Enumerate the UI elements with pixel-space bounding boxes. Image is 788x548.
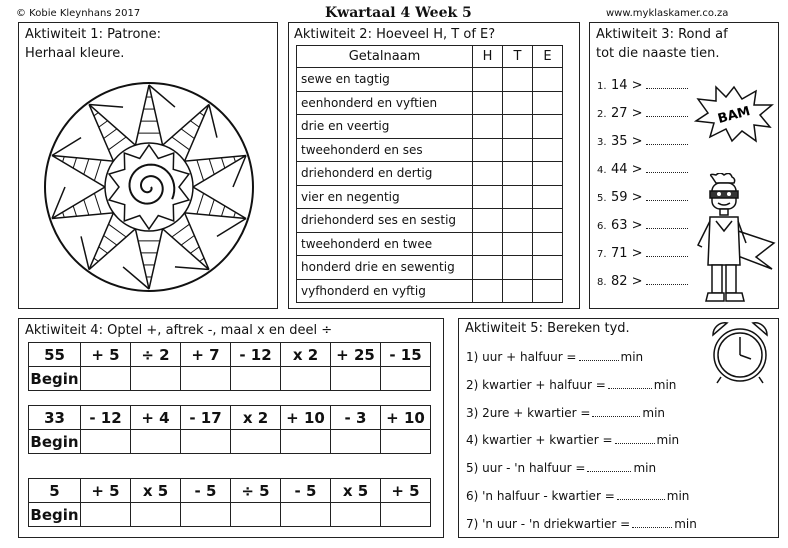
unit-label: min — [653, 377, 677, 392]
answer-line[interactable] — [646, 85, 688, 89]
answer-line[interactable] — [579, 357, 619, 361]
item-value: 63 > — [611, 218, 643, 233]
activity-1-title-line2: Herhaal kleure. — [25, 46, 125, 61]
operation-cell: - 12 — [81, 406, 131, 430]
answer-cell-h[interactable] — [473, 185, 503, 209]
copyright-text: © Kobie Kleynhans 2017 — [16, 8, 141, 19]
operation-cell: + 4 — [131, 406, 181, 430]
activity-3-title-line1: Aktiwiteit 3: Rond af — [596, 27, 728, 42]
table-row — [29, 479, 431, 503]
list-item — [466, 346, 697, 374]
answer-line[interactable] — [632, 524, 672, 528]
item-number: 8. — [597, 277, 607, 288]
operation-cell: + 5 — [381, 479, 431, 503]
question-text: 3) 2ure + kwartier = — [466, 405, 591, 420]
start-number-cell: 33 — [29, 406, 81, 430]
answer-cell-h[interactable] — [473, 279, 503, 303]
col-header-t: T — [503, 46, 533, 68]
answer-cell-e[interactable] — [533, 68, 563, 92]
list-item — [466, 429, 697, 457]
activity-2-title: Aktiwiteit 2: Hoeveel H, T of E? — [294, 27, 496, 42]
table-row — [29, 503, 431, 527]
number-name-cell: vier en negentig — [297, 185, 473, 209]
activity-4-title: Aktiwiteit 4: Optel +, aftrek -, maal x en deel ÷ — [25, 323, 333, 338]
question-text: 1) uur + halfuur = — [466, 350, 577, 364]
answer-cell-h[interactable] — [473, 256, 503, 280]
item-number: 5. — [597, 193, 607, 204]
table-row — [297, 232, 563, 256]
answer-cell[interactable] — [131, 503, 181, 527]
answer-cell[interactable] — [331, 430, 381, 454]
operation-table — [28, 342, 431, 391]
list-item — [597, 184, 688, 212]
table-row — [297, 115, 563, 139]
number-name-cell: driehonderd ses en sestig — [297, 209, 473, 233]
answer-cell[interactable] — [381, 367, 431, 391]
item-value: 59 > — [611, 190, 643, 205]
answer-line[interactable] — [646, 141, 688, 145]
operation-cell: x 5 — [131, 479, 181, 503]
question-text: 6) 'n halfuur - kwartier = — [466, 488, 615, 503]
answer-cell-e[interactable] — [533, 162, 563, 186]
worksheet-title: Kwartaal 4 Week 5 — [325, 5, 472, 21]
answer-cell-e[interactable] — [533, 279, 563, 303]
col-header-h: H — [473, 46, 503, 68]
list-item — [466, 457, 697, 485]
item-value: 14 > — [611, 78, 643, 93]
item-value: 71 > — [611, 246, 643, 261]
list-item — [466, 485, 697, 513]
item-value: 44 > — [611, 162, 643, 177]
answer-cell[interactable] — [231, 367, 281, 391]
table-row — [297, 138, 563, 162]
answer-cell-t[interactable] — [503, 115, 533, 139]
list-item — [597, 212, 688, 240]
operation-cell: + 5 — [81, 479, 131, 503]
answer-line[interactable] — [646, 197, 688, 201]
superhero-icon — [686, 173, 778, 307]
mandala-pattern — [41, 79, 257, 295]
answer-line[interactable] — [592, 413, 640, 417]
begin-label: Begin — [29, 503, 81, 527]
answer-cell[interactable] — [131, 430, 181, 454]
activity-3-title — [596, 25, 728, 63]
answer-cell-h[interactable] — [473, 209, 503, 233]
answer-cell-e[interactable] — [533, 209, 563, 233]
alarm-clock-icon — [707, 319, 773, 385]
question-text: 5) uur - 'n halfuur = — [466, 461, 586, 476]
answer-cell-e[interactable] — [533, 115, 563, 139]
answer-cell-t[interactable] — [503, 91, 533, 115]
operation-cell: - 15 — [381, 343, 431, 367]
activity-1-title-line1: Aktiwiteit 1: Patrone: — [25, 27, 162, 42]
operation-cell: ÷ 5 — [231, 479, 281, 503]
answer-cell[interactable] — [131, 367, 181, 391]
list-item — [466, 402, 697, 430]
list-item — [597, 72, 688, 100]
table-row — [297, 68, 563, 92]
start-number-cell: 55 — [29, 343, 81, 367]
answer-cell[interactable] — [281, 430, 331, 454]
answer-cell-h[interactable] — [473, 162, 503, 186]
activity-5-title: Aktiwiteit 5: Bereken tyd. — [465, 321, 630, 336]
answer-cell[interactable] — [81, 367, 131, 391]
answer-cell-h[interactable] — [473, 115, 503, 139]
number-name-cell: driehonderd en dertig — [297, 162, 473, 186]
answer-cell[interactable] — [281, 367, 331, 391]
time-list — [466, 346, 697, 541]
operation-cell: + 10 — [381, 406, 431, 430]
operation-cell: ÷ 2 — [131, 343, 181, 367]
bam-text: BAM — [716, 103, 752, 127]
table-row — [297, 162, 563, 186]
answer-cell[interactable] — [181, 503, 231, 527]
number-name-cell: tweehonderd en ses — [297, 138, 473, 162]
answer-cell-t[interactable] — [503, 209, 533, 233]
question-text: 7) 'n uur - 'n driekwartier = — [466, 516, 631, 531]
list-item — [597, 156, 688, 184]
table-row — [297, 256, 563, 280]
answer-cell[interactable] — [281, 503, 331, 527]
operation-cell: - 12 — [231, 343, 281, 367]
answer-cell-t[interactable] — [503, 185, 533, 209]
item-number: 6. — [597, 221, 607, 232]
list-item — [466, 513, 697, 541]
answer-cell-h[interactable] — [473, 232, 503, 256]
answer-line[interactable] — [608, 385, 652, 389]
answer-cell-e[interactable] — [533, 91, 563, 115]
table-row — [29, 343, 431, 367]
item-number: 7. — [597, 249, 607, 260]
operation-cell: x 2 — [231, 406, 281, 430]
number-name-cell: tweehonderd en twee — [297, 232, 473, 256]
answer-cell-t[interactable] — [503, 68, 533, 92]
answer-cell[interactable] — [381, 430, 431, 454]
list-item — [597, 128, 688, 156]
operation-cell: - 5 — [281, 479, 331, 503]
answer-cell-h[interactable] — [473, 68, 503, 92]
table-row — [297, 185, 563, 209]
unit-label: min — [656, 433, 680, 448]
table-row — [297, 91, 563, 115]
answer-cell-t[interactable] — [503, 279, 533, 303]
number-name-cell: honderd drie en sewentig — [297, 256, 473, 280]
question-text: 4) kwartier + kwartier = — [466, 433, 613, 448]
answer-cell-e[interactable] — [533, 232, 563, 256]
answer-line[interactable] — [646, 113, 688, 117]
answer-line[interactable] — [646, 169, 688, 173]
list-item — [597, 268, 688, 296]
operation-cell: x 2 — [281, 343, 331, 367]
answer-line[interactable] — [646, 253, 688, 257]
operation-cell: - 5 — [181, 479, 231, 503]
answer-cell[interactable] — [181, 367, 231, 391]
answer-line[interactable] — [646, 225, 688, 229]
number-name-cell: sewe en tagtig — [297, 68, 473, 92]
answer-cell[interactable] — [331, 503, 381, 527]
operation-cell: - 3 — [331, 406, 381, 430]
answer-cell[interactable] — [331, 367, 381, 391]
answer-cell[interactable] — [381, 503, 431, 527]
answer-line[interactable] — [615, 440, 655, 444]
table-row — [297, 209, 563, 233]
answer-cell[interactable] — [181, 430, 231, 454]
answer-cell-t[interactable] — [503, 138, 533, 162]
activity-1-box — [18, 22, 278, 309]
item-number: 2. — [597, 109, 607, 120]
item-number: 1. — [597, 81, 607, 92]
start-number-cell: 5 — [29, 479, 81, 503]
answer-cell-e[interactable] — [533, 185, 563, 209]
answer-line[interactable] — [646, 281, 688, 285]
list-item — [597, 240, 688, 268]
unit-label: min — [642, 405, 666, 420]
item-value: 82 > — [611, 274, 643, 289]
activity-1-title — [25, 25, 161, 63]
item-value: 27 > — [611, 106, 643, 121]
table-row — [29, 367, 431, 391]
operation-table — [28, 478, 431, 527]
answer-cell[interactable] — [81, 503, 131, 527]
activity-3-title-line2: tot die naaste tien. — [596, 46, 720, 61]
answer-cell-t[interactable] — [503, 232, 533, 256]
operation-cell: + 5 — [81, 343, 131, 367]
unit-label: min — [620, 350, 644, 364]
operation-cell: x 5 — [331, 479, 381, 503]
operation-cell: + 25 — [331, 343, 381, 367]
number-name-cell: eenhonderd en vyftien — [297, 91, 473, 115]
answer-cell-e[interactable] — [533, 138, 563, 162]
number-name-cell: vyfhonderd en vyftig — [297, 279, 473, 303]
table-row — [297, 279, 563, 303]
operation-cell: + 7 — [181, 343, 231, 367]
operation-cell: - 17 — [181, 406, 231, 430]
answer-cell-e[interactable] — [533, 256, 563, 280]
answer-cell-t[interactable] — [503, 256, 533, 280]
col-header-getalnaam: Getalnaam — [297, 46, 473, 68]
answer-line[interactable] — [587, 468, 631, 472]
answer-cell-t[interactable] — [503, 162, 533, 186]
answer-cell-h[interactable] — [473, 138, 503, 162]
unit-label: min — [674, 516, 697, 531]
begin-label: Begin — [29, 367, 81, 391]
answer-line[interactable] — [617, 496, 665, 500]
answer-cell[interactable] — [231, 503, 281, 527]
website-text: www.myklaskamer.co.za — [606, 8, 729, 19]
question-text: 2) kwartier + halfuur = — [466, 377, 606, 392]
unit-label: min — [666, 488, 690, 503]
col-header-e: E — [533, 46, 563, 68]
list-item — [597, 100, 688, 128]
bam-burst-icon — [694, 85, 774, 143]
operation-cell: + 10 — [281, 406, 331, 430]
table-row — [29, 406, 431, 430]
answer-cell[interactable] — [81, 430, 131, 454]
answer-cell-h[interactable] — [473, 91, 503, 115]
rounding-list — [597, 72, 688, 296]
answer-cell[interactable] — [231, 430, 281, 454]
item-value: 35 > — [611, 134, 643, 149]
begin-label: Begin — [29, 430, 81, 454]
number-name-cell: drie en veertig — [297, 115, 473, 139]
item-number: 4. — [597, 165, 607, 176]
item-number: 3. — [597, 137, 607, 148]
list-item — [466, 374, 697, 402]
table-row — [29, 430, 431, 454]
unit-label: min — [633, 461, 657, 476]
operation-table — [28, 405, 431, 454]
number-names-table — [296, 45, 563, 303]
